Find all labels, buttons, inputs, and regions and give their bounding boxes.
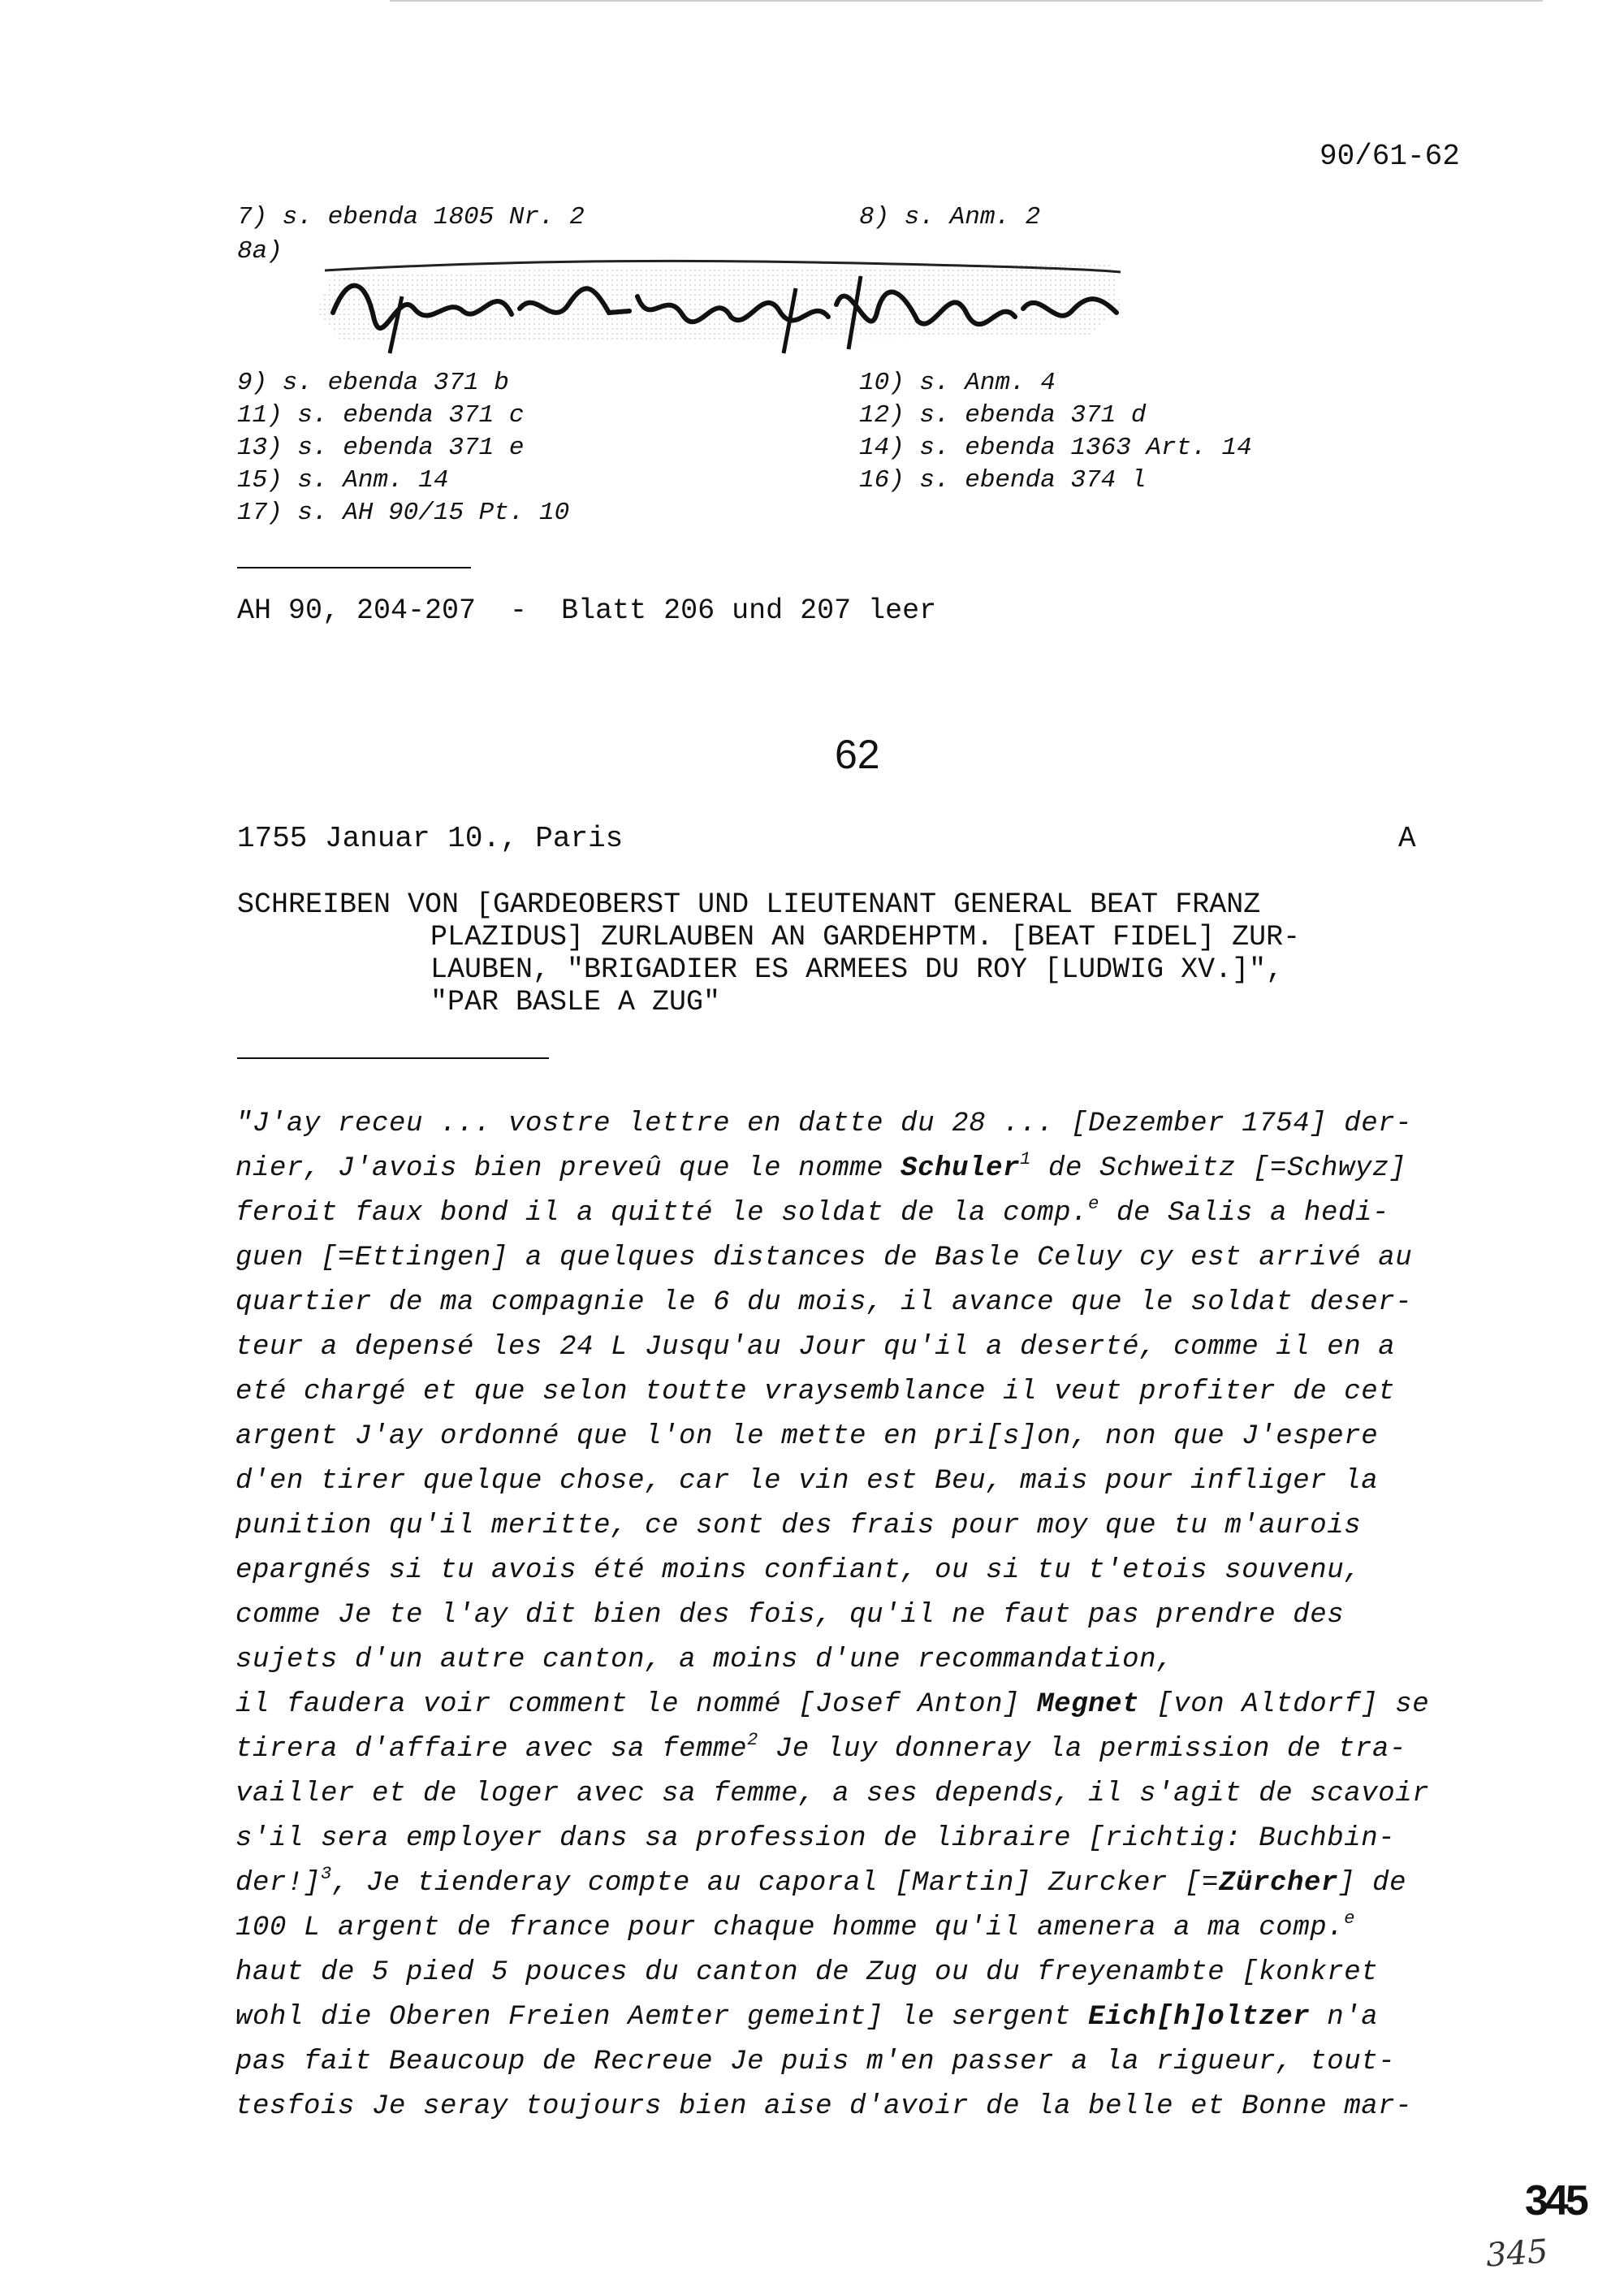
title-line: SCHREIBEN VON [GARDEOBERST UND LIEUTENANT GENERAL BEAT FRANZ — [237, 888, 1261, 921]
body-line: quartier de ma compagnie le 6 du mois, il avance que le soldat deser- — [235, 1287, 1413, 1318]
document-type: A — [1398, 822, 1416, 855]
footnote-12: 12) s. ebenda 371 d — [859, 401, 1147, 430]
body-line: guen [=Ettingen] a quelques distances de Basle Celuy cy est arrivé au — [235, 1243, 1413, 1273]
body-line: teur a depensé les 24 L Jusqu'au Jour qu'il a deserté, comme il en a — [235, 1332, 1396, 1363]
footnote-ref: 2 — [747, 1730, 758, 1750]
document-number: 62 — [835, 732, 880, 777]
body-line: wohl die Oberen Freien Aemter gemeint] le sergent Eich[h]oltzer n'a — [235, 2002, 1379, 2033]
footnote-17: 17) s. AH 90/15 Pt. 10 — [237, 499, 570, 527]
footnote-13: 13) s. ebenda 371 e — [237, 434, 525, 462]
body-line: il faudera voir comment le nommé [Josef Anton] Megnet [von Altdorf] se — [235, 1689, 1430, 1720]
footnote-ref: 3 — [321, 1864, 332, 1884]
footnote-15: 15) s. Anm. 14 — [237, 466, 449, 495]
name-megnet: Megnet — [1037, 1689, 1140, 1720]
footnote-14: 14) s. ebenda 1363 Art. 14 — [859, 434, 1252, 462]
source-line: AH 90, 204-207 - Blatt 206 und 207 leer — [237, 594, 937, 627]
body-line: eté chargé et que selon toutte vraysemblance il veut profiter de cet — [235, 1377, 1396, 1407]
body-line: comme Je te l'ay dit bien des fois, qu'il ne faut pas prendre des — [235, 1600, 1345, 1631]
handwriting-excerpt-image — [309, 240, 1137, 361]
handwritten-page-number: 345 — [1484, 2233, 1549, 2275]
body-line: der!]$^3$, Je tienderay compte au caporal [Martin] Zurcker [=Zürcher] de — [235, 1864, 1407, 1899]
footnote-divider — [237, 567, 471, 568]
footnote-8a: 8a) — [237, 237, 283, 266]
body-line: vailler et de loger avec sa femme, a ses depends, il s'agit de scavoir — [235, 1779, 1430, 1809]
body-line: tesfois Je seray toujours bien aise d'avoir de la belle et Bonne mar- — [235, 2091, 1413, 2122]
body-line: pas fait Beaucoup de Recreue Je puis m'en passer a la rigueur, tout- — [235, 2047, 1396, 2077]
body-line: tirera d'affaire avec sa femme$^2$ Je luy donneray la permission de tra- — [235, 1730, 1407, 1765]
body-line: 100 L argent de france pour chaque homme qu'il amenera a ma comp.$^e$ — [235, 1908, 1356, 1943]
page-stamp-number: 345 — [1525, 2177, 1586, 2224]
footnote-11: 11) s. ebenda 371 c — [237, 401, 525, 430]
title-line: PLAZIDUS] ZURLAUBEN AN GARDEHPTM. [BEAT FIDEL] ZUR- — [430, 921, 1301, 953]
body-line: feroit faux bond il a quitté le soldat de la comp.$^e$ de Salis a hedi- — [235, 1194, 1390, 1229]
date-place: 1755 Januar 10., Paris — [237, 822, 624, 855]
body-line: d'en tirer quelque chose, car le vin est Beu, mais pour infliger la — [235, 1466, 1379, 1497]
body-line: punition qu'il meritte, ce sont des frais pour moy que tu m'aurois — [235, 1511, 1362, 1541]
footnote-ref: 1 — [1020, 1149, 1031, 1169]
body-line: nier, J'avois bien preveû que le nomme Schuler$^1$ de Schweitz [=Schwyz] — [235, 1149, 1407, 1184]
page-reference: 90/61-62 — [1320, 140, 1460, 173]
body-line: s'il sera employer dans sa profession de libraire [richtig: Buchbin- — [235, 1823, 1396, 1854]
body-line: argent J'ay ordonné que l'on le mette en pri[s]on, non que J'espere — [235, 1421, 1379, 1452]
title-line: LAUBEN, "BRIGADIER ES ARMEES DU ROY [LUDWIG XV.]", — [430, 953, 1284, 986]
footnote-16: 16) s. ebenda 374 l — [859, 466, 1147, 495]
footnote-7: 7) s. ebenda 1805 Nr. 2 — [237, 203, 585, 231]
body-line: epargnés si tu avois été moins confiant, ou si tu t'etois souvenu, — [235, 1555, 1362, 1586]
footnote-8: 8) s. Anm. 2 — [859, 203, 1041, 231]
body-line: sujets d'un autre canton, a moins d'une recommandation, — [235, 1645, 1174, 1675]
footnote-10: 10) s. Anm. 4 — [859, 369, 1056, 397]
name-eichholtzer: Eich[h]oltzer — [1088, 2002, 1311, 2033]
body-line: haut de 5 pied 5 pouces du canton de Zug ou du freyenambte [konkret — [235, 1957, 1379, 1988]
title-divider — [237, 1057, 549, 1059]
name-zuercher: Zürcher — [1219, 1868, 1339, 1899]
top-scan-edge — [390, 0, 1543, 2]
name-schuler: Schuler — [901, 1153, 1021, 1184]
body-line: "J'ay receu ... vostre lettre en datte du 28 ... [Dezember 1754] der- — [235, 1109, 1413, 1139]
superscript: e — [1344, 1908, 1356, 1929]
footnote-9: 9) s. ebenda 371 b — [237, 369, 509, 397]
superscript: e — [1088, 1194, 1099, 1214]
title-line: "PAR BASLE A ZUG" — [430, 986, 721, 1018]
